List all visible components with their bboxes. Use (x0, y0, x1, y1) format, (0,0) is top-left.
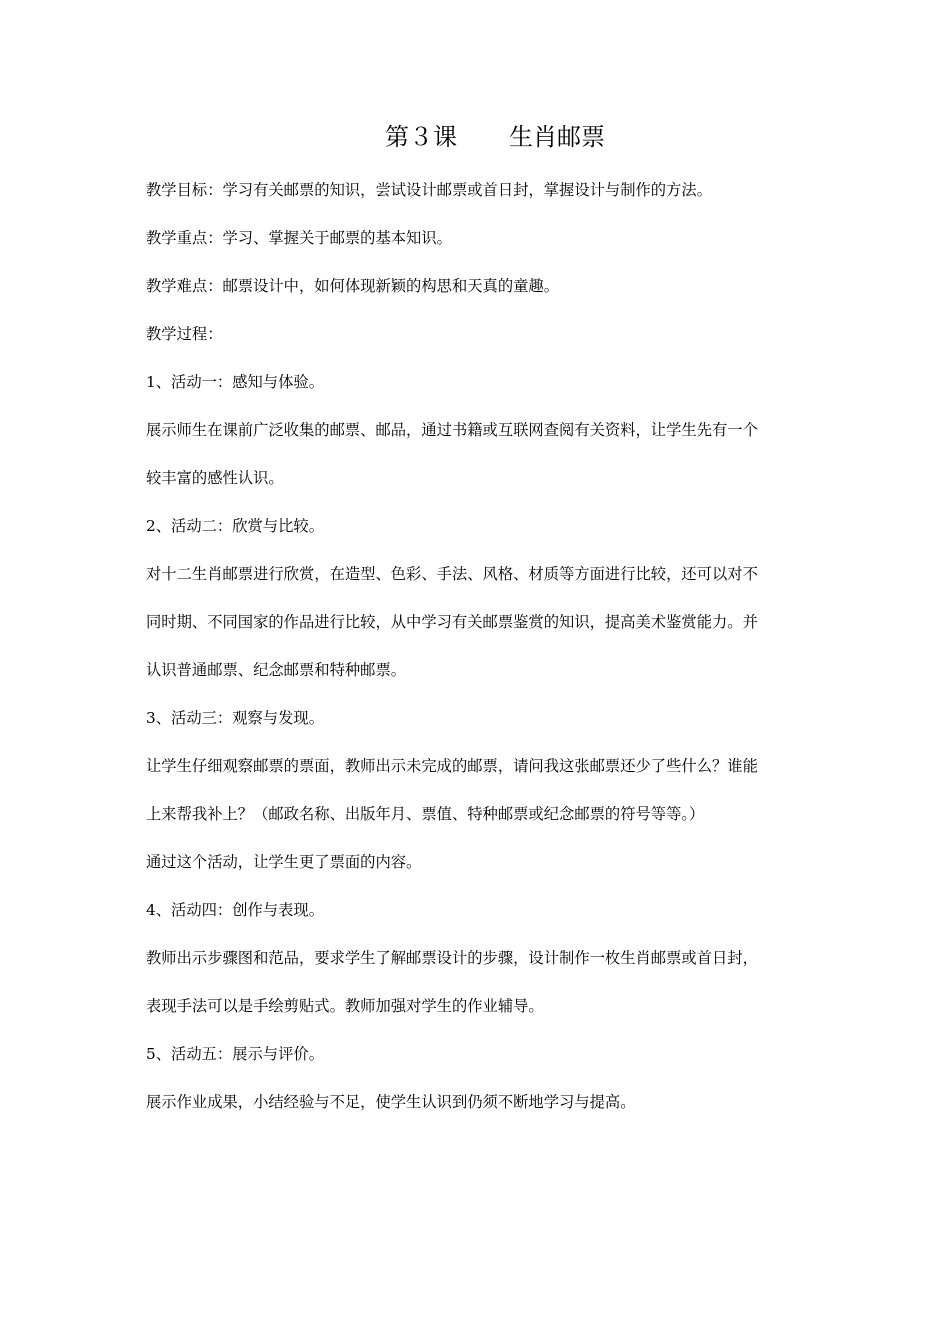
activity-4-text-line-1: 教师出示步骤图和范品，要求学生了解邮票设计的步骤，设计制作一枚生肖邮票或首日封， (146, 949, 758, 967)
lesson-name: 生肖邮票 (509, 123, 605, 151)
lesson-number: 第３课 (385, 123, 457, 151)
activity-3-text-line-2: 上来帮我补上？（邮政名称、出版年月、票值、特种邮票或纪念邮票的符号等等。） (146, 805, 705, 823)
activity-2-text-line-2: 同时期、不同国家的作品进行比较，从中学习有关邮票鉴赏的知识，提高美术鉴赏能力。并 (146, 613, 758, 631)
teaching-process-heading: 教学过程： (146, 325, 223, 343)
teaching-difficulty: 教学难点：邮票设计中，如何体现新颖的构思和天真的童趣。 (146, 277, 560, 295)
activity-3-text-line-3: 通过这个活动，让学生更了票面的内容。 (146, 853, 422, 871)
activity-4-heading: 4、活动四：创作与表现。 (146, 901, 324, 919)
activity-2-heading: 2、活动二：欣赏与比较。 (146, 517, 324, 535)
activity-3-text-line-1: 让学生仔细观察邮票的票面，教师出示未完成的邮票，请问我这张邮票还少了些什么？谁能 (146, 757, 758, 775)
activity-2-text-line-3: 认识普通邮票、纪念邮票和特种邮票。 (146, 661, 407, 679)
activity-1-text-line-1: 展示师生在课前广泛收集的邮票、邮品，通过书籍或互联网查阅有关资料，让学生先有一个 (146, 421, 758, 439)
activity-5-heading: 5、活动五：展示与评价。 (146, 1045, 324, 1063)
activity-5-text-line-1: 展示作业成果，小结经验与不足，使学生认识到仍须不断地学习与提高。 (146, 1093, 636, 1111)
activity-1-text-line-2: 较丰富的感性认识。 (146, 469, 284, 487)
teaching-goal: 教学目标：学习有关邮票的知识，尝试设计邮票或首日封，掌握设计与制作的方法。 (146, 181, 712, 199)
lesson-body (146, 180, 816, 1140)
teaching-focus: 教学重点：学习、掌握关于邮票的基本知识。 (146, 229, 452, 247)
activity-1-heading: 1、活动一：感知与体验。 (146, 373, 324, 391)
activity-3-heading: 3、活动三：观察与发现。 (146, 709, 324, 727)
activity-2-text-line-1: 对十二生肖邮票进行欣赏，在造型、色彩、手法、风格、材质等方面进行比较，还可以对不 (146, 565, 758, 583)
lesson-title (0, 117, 950, 157)
activity-4-text-line-2: 表现手法可以是手绘剪贴式。教师加强对学生的作业辅导。 (146, 997, 544, 1015)
